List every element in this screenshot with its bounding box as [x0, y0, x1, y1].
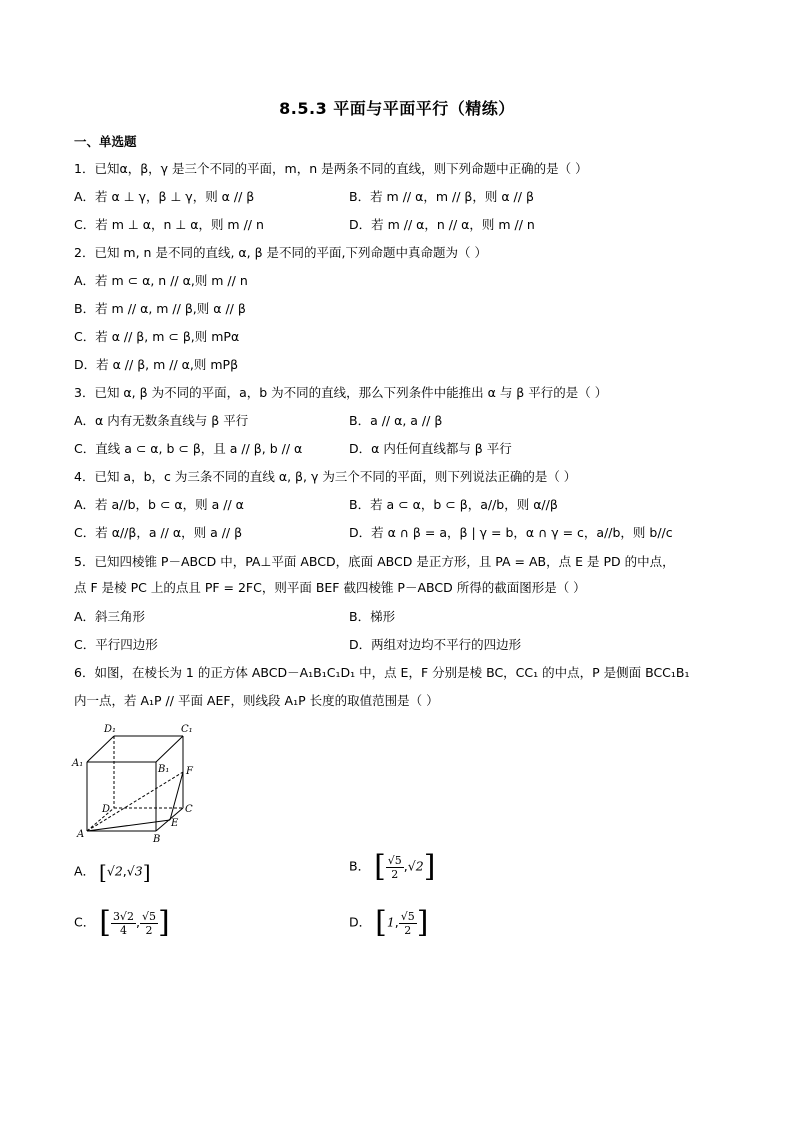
q2-option-d: D．若 α // β, m // α,则 mPβ — [74, 357, 239, 372]
page-title: 8.5.3 平面与平面平行（精练） — [279, 99, 515, 118]
frac-numerator: 3√2 — [112, 909, 134, 923]
q2-option-b: B．若 m // α, m // β,则 α // β — [74, 301, 246, 316]
q4-option-c: C．若 α//β，a // α，则 a // β — [74, 525, 243, 540]
cube-figure — [68, 720, 208, 844]
q6-option-a: A． [√2,√3] — [74, 860, 151, 884]
frac-numerator: √5 — [400, 909, 415, 923]
q5-option-d: D．两组对边均不平行的四边形 — [349, 637, 522, 652]
q2-option-c: C．若 α // β, m ⊂ β,则 mPα — [74, 329, 240, 344]
q6-stem-line1: 6．如图，在棱长为 1 的正方体 ABCD－A₁B₁C₁D₁ 中，点 E，F 分别是棱 BC，CC₁ 的中点，P 是侧面 BCC₁B₁ — [74, 665, 690, 680]
q6-c-right-frac — [140, 910, 158, 937]
q3-option-c: C．直线 a ⊂ α, b ⊂ β，且 a // β, b // α — [74, 441, 303, 456]
q1-stem: 1．已知α，β，γ 是三个不同的平面，m，n 是两条不同的直线，则下列命题中正确的是（ ） — [74, 161, 588, 176]
section-heading: 一、单选题 — [74, 134, 137, 149]
q5-option-a: A．斜三角形 — [74, 609, 146, 624]
frac-denominator: 2 — [391, 867, 399, 881]
q2-option-a: A．若 m ⊂ α, n // α,则 m // n — [74, 273, 248, 288]
left-bracket: [ — [374, 849, 386, 884]
q6-d-right-frac — [399, 910, 417, 937]
right-bracket: ] — [416, 905, 429, 940]
q6-option-a-label: A． — [74, 863, 96, 879]
q6-option-b: B． [ $\frac{√5}{2}$ ,√2] — [349, 849, 436, 884]
left-bracket: [ — [99, 905, 111, 940]
q6-option-c-label: C． — [74, 914, 96, 930]
q4-option-b: B．若 a ⊂ α，b ⊂ β，a//b，则 α//β — [349, 497, 558, 512]
left-bracket: [ — [375, 905, 387, 940]
q1-option-d: D．若 m // α，n // α，则 m // n — [349, 217, 535, 232]
frac-denominator: 4 — [119, 923, 127, 937]
label-f: F — [186, 766, 193, 777]
frac-numerator: √5 — [141, 909, 156, 923]
q3-option-a: A．α 内有无数条直线与 β 平行 — [74, 413, 249, 428]
label-a: A — [77, 829, 85, 840]
q4-stem: 4．已知 a，b，c 为三条不同的直线 α, β, γ 为三个不同的平面，则下列说法正确的是（ ） — [74, 469, 577, 484]
q6-a-right: √3 — [126, 863, 143, 879]
label-a1: A₁ — [72, 758, 84, 769]
q6-a-left: √2 — [106, 863, 123, 879]
left-bracket: [ — [99, 860, 107, 884]
q4-option-d: D．若 α ∩ β = a，β | γ = b，α ∩ γ = c，a//b，则 b//c — [349, 525, 673, 540]
frac-numerator: √5 — [387, 853, 402, 867]
q5-stem-line1: 5．已知四棱锥 P－ABCD 中，PA⊥平面 ABCD，底面 ABCD 是正方形，且 PA = AB，点 E 是 PD 的中点， — [74, 554, 675, 569]
q3-stem: 3．已知 α, β 为不同的平面，a，b 为不同的直线，那么下列条件中能推出 α 与 β 平行的是（ ） — [74, 385, 608, 400]
q6-b-right: √2 — [407, 858, 424, 874]
right-bracket: ] — [423, 849, 436, 884]
frac-denominator: 2 — [145, 923, 153, 937]
label-c1: C₁ — [181, 724, 193, 735]
q6-stem-line2: 内一点，若 A₁P // 平面 AEF，则线段 A₁P 长度的取值范围是（ ） — [74, 693, 439, 708]
q2-stem: 2．已知 m, n 是不同的直线, α, β 是不同的平面,下列命题中真命题为（ ） — [74, 245, 487, 260]
q6-b-left-frac — [386, 854, 404, 881]
q5-option-c: C．平行四边形 — [74, 637, 158, 652]
q3-option-d: D．α 内任何直线都与 β 平行 — [349, 441, 512, 456]
q1-option-a: A．若 α ⊥ γ，β ⊥ γ，则 α // β — [74, 189, 255, 204]
q6-option-d: D． [1, $\frac{√5}{2}$ ] — [349, 905, 429, 940]
q6-d-left: 1 — [386, 914, 395, 930]
q4-option-a: A．若 a//b，b ⊂ α，则 a // α — [74, 497, 244, 512]
label-c: C — [185, 804, 193, 815]
q6-option-d-label: D． — [349, 914, 372, 930]
frac-denominator: 2 — [404, 923, 412, 937]
q5-option-b: B．梯形 — [349, 609, 396, 624]
label-b: B — [153, 834, 161, 844]
label-b1: B₁ — [158, 764, 170, 775]
right-bracket: ] — [157, 905, 170, 940]
q5-stem-line2: 点 F 是棱 PC 上的点且 PF = 2FC，则平面 BEF 截四棱锥 P－ABCD 所得的截面图形是（ ） — [74, 580, 586, 595]
right-bracket: ] — [142, 860, 151, 884]
q6-option-b-label: B． — [349, 858, 371, 874]
q6-c-left-frac — [111, 910, 136, 937]
q1-option-b: B．若 m // α，m // β，则 α // β — [349, 189, 534, 204]
label-d: D — [102, 804, 111, 815]
q6-option-c: C． [ $\frac{3√2}{4}$ , $\frac{√5}{2}$ ] — [74, 905, 170, 940]
q1-option-c: C．若 m ⊥ α，n ⊥ α，则 m // n — [74, 217, 264, 232]
label-d1: D₁ — [104, 724, 117, 735]
q3-option-b: B．a // α, a // β — [349, 413, 443, 428]
label-e: E — [171, 818, 179, 829]
